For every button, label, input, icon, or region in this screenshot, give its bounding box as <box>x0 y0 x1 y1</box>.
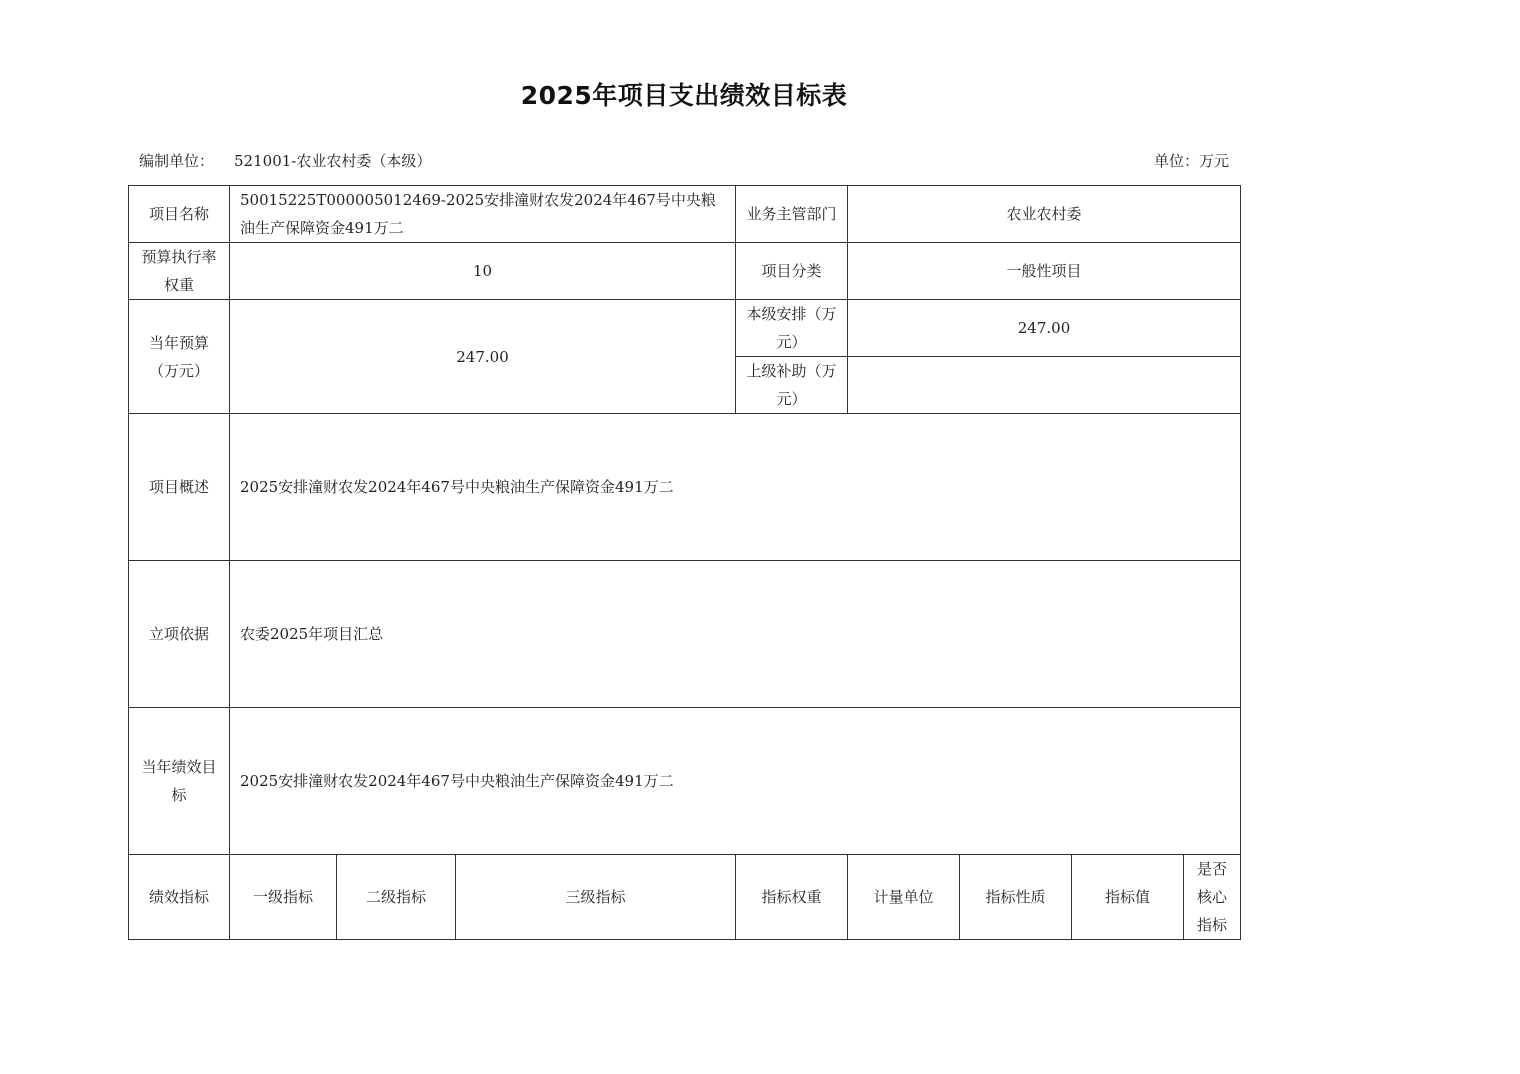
local-label: 本级安排（万元） <box>736 300 848 357</box>
table-row <box>129 561 1241 708</box>
budget-value: 247.00 <box>230 300 736 414</box>
goal-label: 当年绩效目标 <box>129 708 230 855</box>
local-value: 247.00 <box>848 300 1241 357</box>
table-row <box>129 414 1241 561</box>
indicator-header: 绩效指标 <box>129 855 230 940</box>
basis-label: 立项依据 <box>129 561 230 708</box>
indicator-header: 指标权重 <box>736 855 848 940</box>
table-row <box>129 186 1241 243</box>
overview-value: 2025安排潼财农发2024年467号中央粮油生产保障资金491万二 <box>230 414 1241 561</box>
org-info <box>139 151 431 171</box>
category-value: 一般性项目 <box>848 243 1241 300</box>
indicator-header: 是否核心指标 <box>1184 855 1241 940</box>
category-label: 项目分类 <box>736 243 848 300</box>
dept-label: 业务主管部门 <box>736 186 848 243</box>
performance-table <box>128 185 1241 940</box>
upper-value <box>848 357 1241 414</box>
exec-weight-value: 10 <box>230 243 736 300</box>
indicator-header: 计量单位 <box>848 855 960 940</box>
org-value: 521001-农业农村委（本级） <box>234 152 432 170</box>
dept-value: 农业农村委 <box>848 186 1241 243</box>
project-name-label: 项目名称 <box>129 186 230 243</box>
indicator-header-row <box>129 855 1241 940</box>
table-row <box>129 708 1241 855</box>
page-title: 2025年项目支出绩效目标表 <box>520 81 848 110</box>
project-name-value: 50015225T000005012469-2025安排潼财农发2024年467号中央粮油生产保障资金491万二 <box>230 186 736 243</box>
org-label: 编制单位： <box>139 152 215 170</box>
upper-label: 上级补助（万元） <box>736 357 848 414</box>
indicator-header: 二级指标 <box>337 855 456 940</box>
indicator-header: 指标性质 <box>960 855 1072 940</box>
table-row <box>129 243 1241 300</box>
indicator-header: 一级指标 <box>230 855 337 940</box>
basis-value: 农委2025年项目汇总 <box>230 561 1241 708</box>
table-row <box>129 300 1241 357</box>
indicator-header: 指标值 <box>1072 855 1184 940</box>
overview-label: 项目概述 <box>129 414 230 561</box>
unit-label: 单位：万元 <box>1153 152 1229 170</box>
goal-value: 2025安排潼财农发2024年467号中央粮油生产保障资金491万二 <box>230 708 1241 855</box>
indicator-header: 三级指标 <box>456 855 736 940</box>
exec-weight-label: 预算执行率权重 <box>129 243 230 300</box>
budget-label: 当年预算（万元） <box>129 300 230 414</box>
